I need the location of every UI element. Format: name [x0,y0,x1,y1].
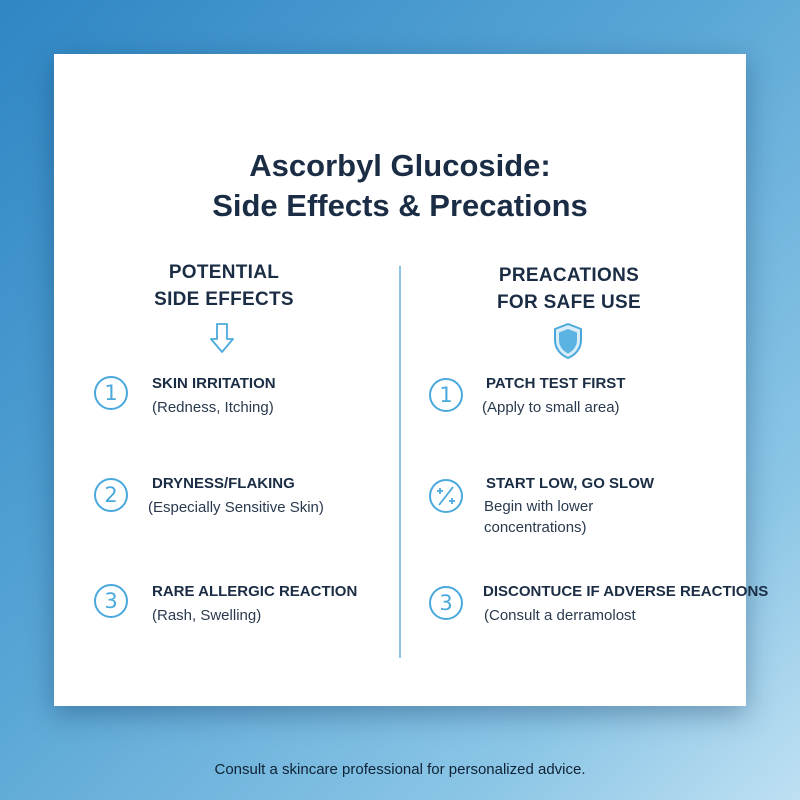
precautions-heading [449,262,689,316]
precaution-detail-2-line-1: Begin with lower [484,498,594,515]
precaution-detail-2 [484,496,593,538]
side-effects-heading-line-2: SIDE EFFECTS [154,289,294,310]
side-effect-detail-2: (Especially Sensitive Skin) [148,499,324,516]
precaution-number-1: 1 [429,378,463,412]
arrow-down-icon [209,322,235,354]
side-effect-number-3: 3 [94,584,128,618]
info-card [54,54,769,706]
side-effect-title-2: DRYNESS/FLAKING [152,475,295,492]
side-effect-number-1: 1 [94,376,128,410]
side-effects-heading [114,259,334,313]
side-effect-detail-3: (Rash, Swelling) [152,607,262,624]
title-line-2: Side Effects & Precations [212,188,588,223]
page-title [54,146,746,226]
plus-minus-icon [428,478,464,514]
column-divider [399,266,401,658]
side-effects-heading-line-1: POTENTIAL [168,262,280,283]
side-effect-number-2: 2 [94,478,128,512]
precaution-title-2: START LOW, GO SLOW [486,475,655,492]
side-effect-title-1: SKIN IRRITATION [152,375,276,392]
precaution-title-1: PATCH TEST FIRST [486,375,626,392]
precaution-number-3: 3 [429,586,463,620]
side-effect-title-3: RARE ALLERGIC REACTION [152,583,358,600]
precaution-detail-2-line-2: concentrations) [484,519,587,536]
precaution-detail-3: (Consult a derramolost [484,607,636,624]
precaution-detail-1: (Apply to small area) [482,399,620,416]
title-line-1: Ascorbyl Glucoside: [249,148,551,183]
precautions-heading-line-2: FOR SAFE USE [496,292,641,313]
side-effect-detail-1: (Redness, Itching) [152,399,274,416]
footer-note: Consult a skincare professional for personalized advice. [214,761,586,778]
precaution-title-3: DISCONTUCE IF ADVERSE REACTIONS [483,583,769,600]
shield-icon [552,322,584,360]
precautions-heading-line-1: PREACATIONS [498,265,640,286]
